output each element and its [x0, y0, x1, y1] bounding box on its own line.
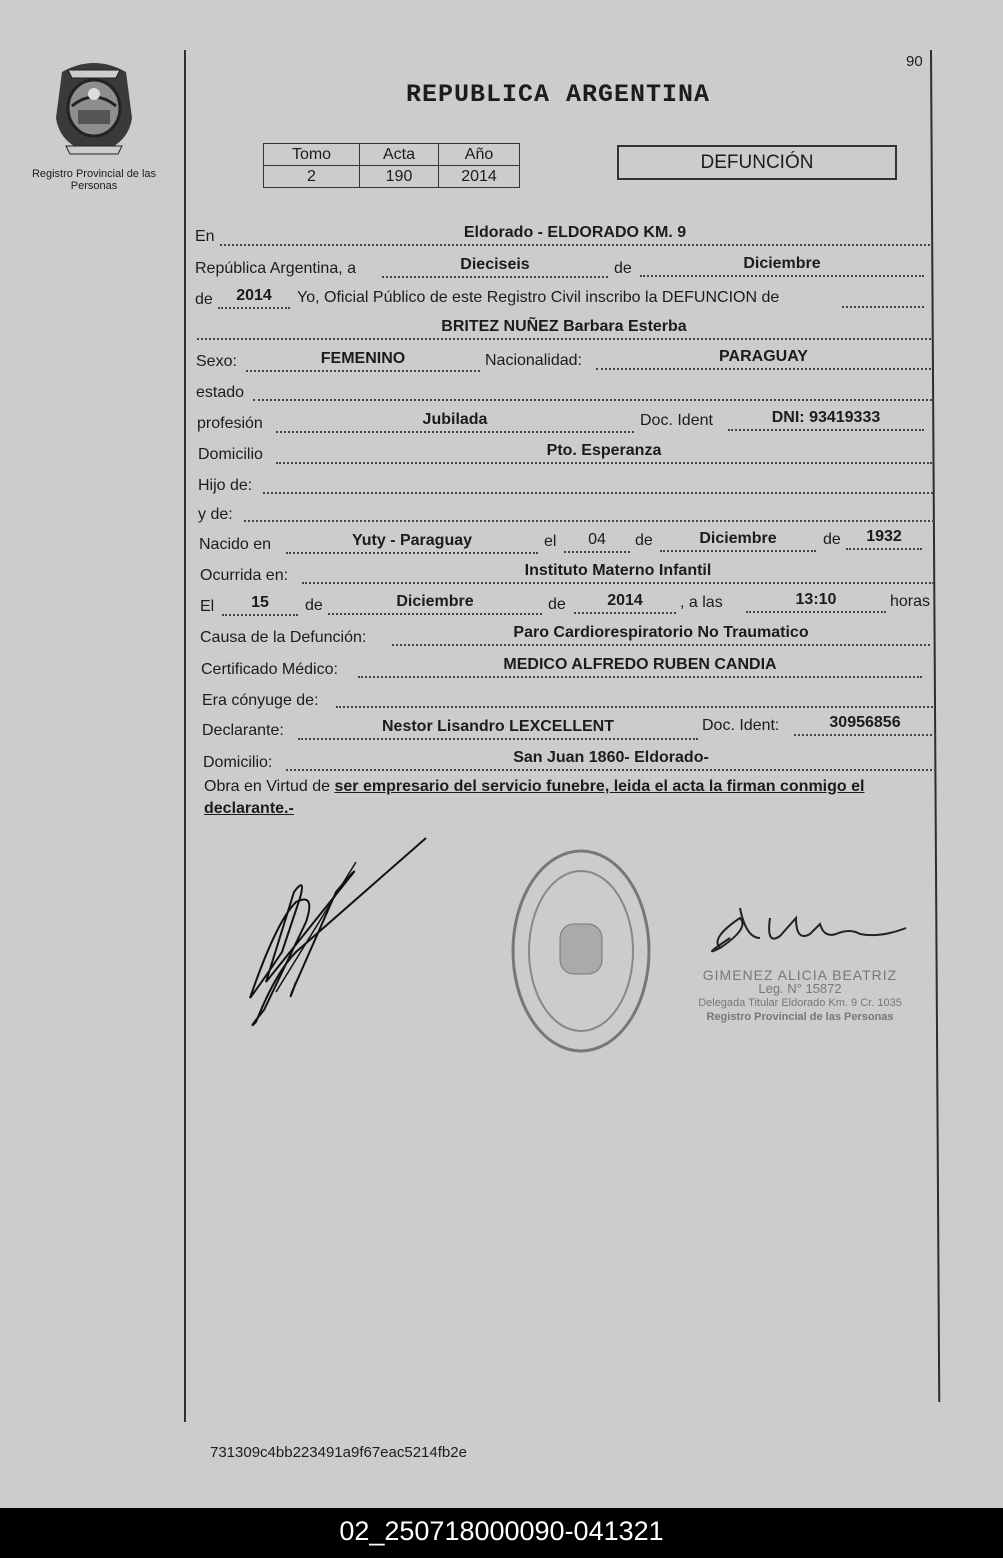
stamp-line: Registro Provincial de las Personas [706, 1011, 894, 1023]
anio-field: 2014 [218, 287, 290, 309]
def-anio-field: 2014 [574, 592, 676, 614]
table-cell: 2 [264, 166, 360, 188]
sexo-field: FEMENINO [246, 350, 480, 372]
official-signature [700, 898, 914, 968]
domicilio-label: Domicilio [198, 446, 263, 463]
obra-label: Obra en Virtud de [204, 778, 331, 795]
alas-label: , a las [680, 594, 723, 611]
hijo-label: Hijo de: [198, 477, 253, 494]
el-label: el [544, 533, 557, 550]
de-label: de [635, 532, 653, 549]
ocurrida-field: Instituto Materno Infantil [302, 562, 934, 584]
el-label: El [200, 598, 215, 615]
de-label: de [195, 291, 213, 308]
estado-field [253, 379, 932, 401]
doc2-field: 30956856 [794, 714, 936, 736]
doc-field: DNI: 93419333 [728, 409, 924, 431]
yde-field [244, 500, 934, 522]
nacido-label: Nacido en [199, 536, 272, 553]
mes-field: Diciembre [640, 255, 924, 277]
lugar-field: Eldorado - ELDORADO KM. 9 [220, 224, 930, 246]
registry-table [263, 143, 520, 188]
profesion-field: Jubilada [276, 411, 634, 433]
conyuge-label: Era cónyuge de: [202, 692, 319, 709]
nacido-dia-field: 04 [564, 531, 630, 553]
declarante-field: Nestor Lisandro LEXCELLENT [298, 718, 698, 740]
republica-label: República Argentina, a [195, 260, 356, 277]
inscribo-text: Yo, Oficial Público de este Registro Civil inscribo la DEFUNCION de [297, 289, 780, 306]
nacido-anio-field: 1932 [846, 528, 922, 550]
table-header: Año [439, 144, 520, 166]
table-cell: 2014 [439, 166, 520, 188]
domicilio2-field: San Juan 1860- Eldorado- [286, 749, 936, 771]
profesion-label: profesión [197, 415, 263, 432]
def-dia-field: 15 [222, 594, 298, 616]
page-number: 90 [906, 53, 923, 70]
sexo-label: Sexo: [196, 353, 237, 370]
stamp-line: GIMENEZ ALICIA BEATRIZ [702, 967, 898, 983]
de-label: de [614, 260, 632, 277]
de-label: de [548, 596, 566, 613]
de-label: de [305, 597, 323, 614]
certificado-field: MEDICO ALFREDO RUBEN CANDIA [358, 656, 922, 678]
causa-label: Causa de la Defunción: [200, 629, 367, 646]
yde-label: y de: [198, 506, 233, 523]
nacido-mes-field: Diciembre [660, 530, 816, 552]
footer-document-id: 02_250718000090-041321 [0, 1508, 1003, 1558]
domicilio-field: Pto. Esperanza [276, 442, 932, 464]
nacido-lugar-field: Yuty - Paraguay [286, 532, 538, 554]
dia-field: Dieciseis [382, 256, 608, 278]
table-cell: 190 [360, 166, 439, 188]
doc2-label: Doc. Ident: [702, 717, 780, 734]
document-hash: 731309c4bb223491a9f67eac5214fb2e [210, 1444, 467, 1461]
registry-caption: Registro Provincial de las Personas [31, 168, 157, 192]
domicilio2-label: Domicilio: [203, 754, 273, 771]
horas-label: horas [890, 593, 931, 610]
en-label: En [195, 228, 215, 245]
stamp-line: Delegada Titular Eldorado Km. 9 Cr. 1035 [698, 997, 902, 1009]
table-header: Acta [360, 144, 439, 166]
def-hora-field: 13:10 [746, 591, 886, 613]
de-label: de [823, 531, 841, 548]
certificado-label: Certificado Médico: [201, 661, 338, 678]
hijo-field [263, 472, 933, 494]
nombre-field: BRITEZ NUÑEZ Barbara Esterba [197, 318, 931, 340]
ocurrida-label: Ocurrida en: [200, 567, 289, 584]
conyuge-field [336, 686, 933, 708]
stamp-line: Leg. N° 15872 [758, 981, 842, 996]
page-title: REPUBLICA ARGENTINA [406, 80, 711, 109]
left-margin-line [184, 50, 186, 1422]
obra-paragraph [204, 776, 939, 820]
official-stamp-text [690, 968, 910, 1024]
declarante-label: Declarante: [202, 722, 284, 739]
def-mes-field: Diciembre [328, 593, 542, 615]
dotted-line [842, 286, 924, 308]
province-coat-of-arms-icon [48, 58, 140, 156]
obra-text: ser empresario del servicio funebre, leida el acta la firman conmigo el declarante.- [204, 778, 865, 817]
declarante-signature [236, 832, 436, 1042]
doc-label: Doc. Ident [640, 412, 713, 429]
nacionalidad-field: PARAGUAY [596, 348, 931, 370]
act-type-box: DEFUNCIÓN [617, 145, 897, 180]
causa-field: Paro Cardiorespiratorio No Traumatico [392, 624, 930, 646]
estado-label: estado [196, 384, 245, 401]
nacionalidad-label: Nacionalidad: [485, 352, 582, 369]
table-header: Tomo [264, 144, 360, 166]
registry-seal-stamp [508, 846, 654, 1056]
